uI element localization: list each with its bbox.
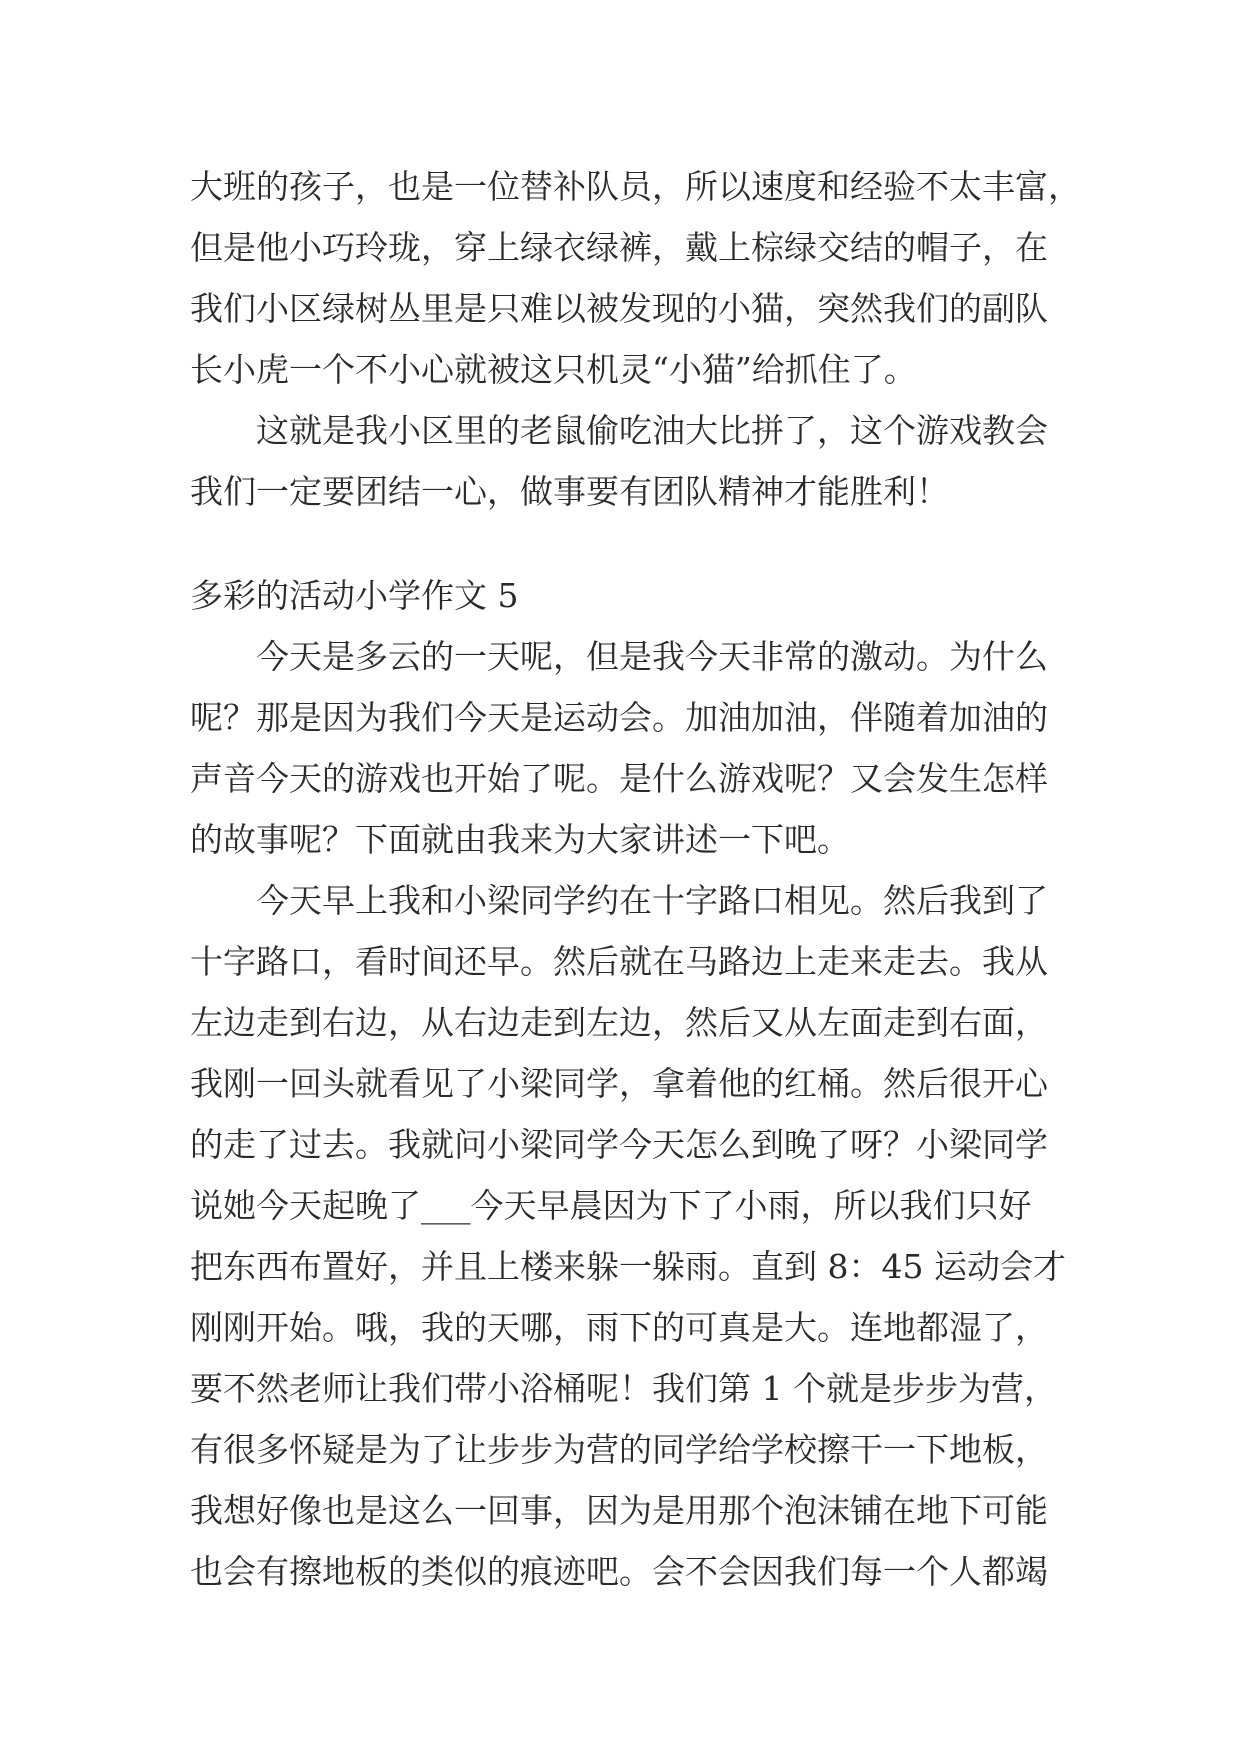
- paragraph-line: 但是他小巧玲珑，穿上绿衣绿裤，戴上棕绿交结的帽子，在: [190, 228, 1048, 267]
- essay-title: 多彩的活动小学作文 5: [190, 576, 519, 615]
- paragraph-line: 把东西布置好，并且上楼来躲一躲雨。直到 8：45 运动会才: [190, 1247, 1066, 1286]
- paragraph-line: 声音今天的游戏也开始了呢。是什么游戏呢？又会发生怎样: [190, 759, 1048, 798]
- essay-5-section: [190, 565, 1066, 1602]
- paragraph-line: 十字路口，看时间还早。然后就在马路边上走来走去。我从: [190, 942, 1048, 981]
- paragraph-line: 左边走到右边，从右边走到左边，然后又从左面走到右面，: [190, 1003, 1048, 1042]
- paragraph-line: 有很多怀疑是为了让步步为营的同学给学校擦干一下地板，: [190, 1430, 1048, 1469]
- paragraph-line: 这就是我小区里的老鼠偷吃油大比拼了，这个游戏教会: [256, 411, 1048, 450]
- paragraph-line: 我们一定要团结一心，做事要有团队精神才能胜利！: [190, 472, 949, 511]
- paragraph-line: 我们小区绿树丛里是只难以被发现的小猫，突然我们的副队: [190, 289, 1048, 328]
- paragraph-line: 的故事呢？下面就由我来为大家讲述一下吧。: [190, 820, 850, 859]
- paragraph-line: 要不然老师让我们带小浴桶呢！我们第 1 个就是步步为营，: [190, 1369, 1057, 1408]
- paragraph-line: 今天是多云的一天呢，但是我今天非常的激动。为什么: [256, 637, 1048, 676]
- paragraph-line: 长小虎一个不小心就被这只机灵“小猫”给抓住了。: [190, 350, 917, 389]
- paragraph-line: 也会有擦地板的类似的痕迹吧。会不会因我们每一个人都竭: [190, 1552, 1048, 1591]
- paragraph-line: 我刚一回头就看见了小梁同学，拿着他的红桶。然后很开心: [190, 1064, 1048, 1103]
- paragraph-line: 今天早上我和小梁同学约在十字路口相见。然后我到了: [256, 881, 1048, 920]
- paragraph-line: 刚刚开始。哦，我的天哪，雨下的可真是大。连地都湿了，: [190, 1308, 1048, 1347]
- paragraph-line: 大班的孩子，也是一位替补队员，所以速度和经验不太丰富，: [190, 167, 1081, 206]
- paragraph-line: 说她今天起晚了___今天早晨因为下了小雨，所以我们只好: [190, 1186, 1032, 1225]
- continued-essay-text: [190, 156, 1081, 522]
- paragraph-line: 呢？那是因为我们今天是运动会。加油加油，伴随着加油的: [190, 698, 1048, 737]
- paragraph-line: 的走了过去。我就问小梁同学今天怎么到晚了呀？小梁同学: [190, 1125, 1048, 1164]
- paragraph-line: 我想好像也是这么一回事，因为是用那个泡沫铺在地下可能: [190, 1491, 1048, 1530]
